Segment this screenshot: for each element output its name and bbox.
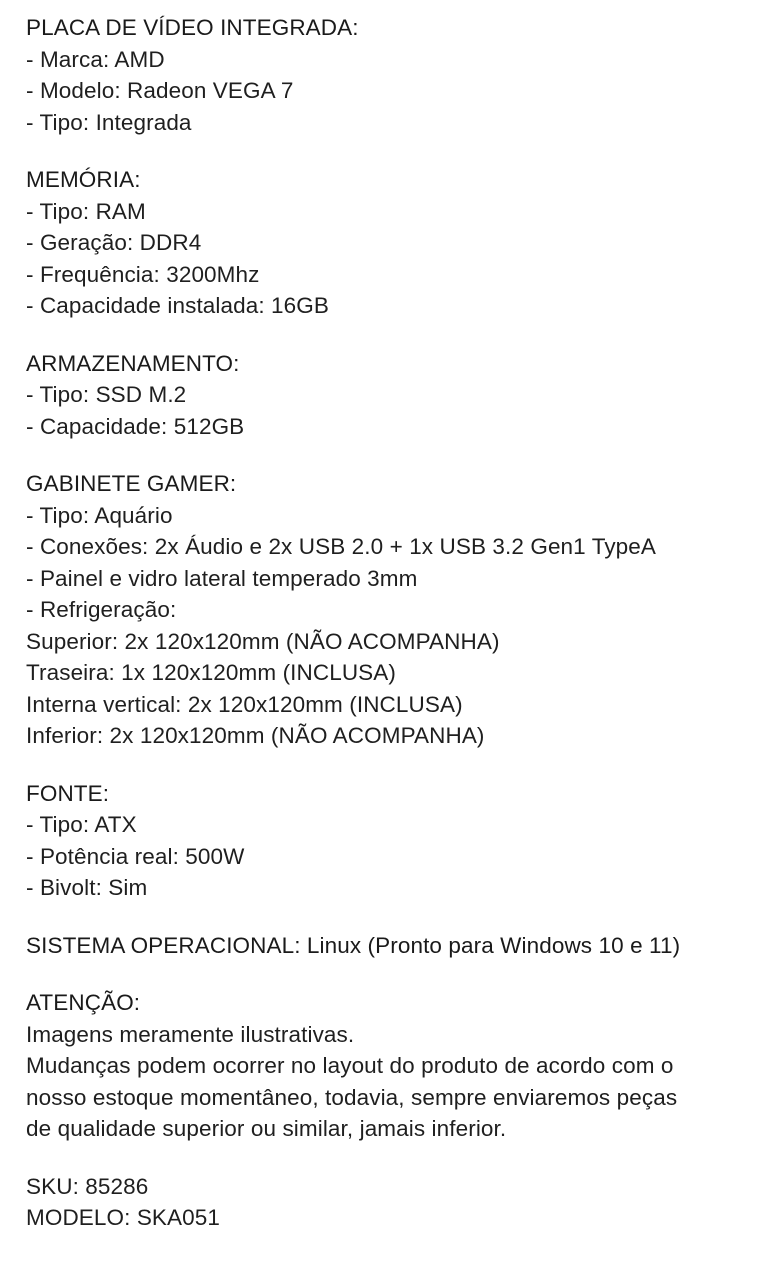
section-heading: MEMÓRIA: — [26, 167, 141, 192]
section-video-card — [26, 12, 744, 138]
spec-line: - Tipo: Integrada — [26, 109, 192, 135]
section-heading: ATENÇÃO: — [26, 990, 141, 1015]
spec-line: Inferior: 2x 120x120mm (NÃO ACOMPANHA) — [26, 723, 485, 748]
notice-line: Mudanças podem ocorrer no layout do produto de acordo com o — [26, 1053, 674, 1078]
spec-line: - Potência real: 500W — [26, 843, 245, 869]
spec-line: - Conexões: 2x Áudio e 2x USB 2.0 + 1x USB 3.2 Gen1 TypeA — [26, 534, 657, 559]
section-power-supply — [26, 778, 744, 904]
spec-line: - Geração: DDR4 — [26, 230, 202, 255]
section-heading: PLACA DE VÍDEO INTEGRADA: — [26, 15, 359, 40]
section-codes — [26, 1171, 744, 1234]
section-heading: SISTEMA OPERACIONAL: Linux (Pronto para Windows 10 e 11) — [26, 932, 681, 958]
spec-line: - Modelo: Radeon VEGA 7 — [26, 78, 294, 103]
spec-line: - Tipo: Aquário — [26, 502, 173, 528]
spec-line: - Painel e vidro lateral temperado 3mm — [26, 565, 418, 591]
section-storage — [26, 348, 744, 443]
section-heading: ARMAZENAMENTO: — [26, 350, 240, 376]
spec-line: Traseira: 1x 120x120mm (INCLUSA) — [26, 660, 396, 685]
spec-line: - Capacidade: 512GB — [26, 413, 245, 439]
spec-line: - Tipo: ATX — [26, 812, 137, 837]
spec-line: - Frequência: 3200Mhz — [26, 261, 260, 287]
spec-line: - Capacidade instalada: 16GB — [26, 293, 329, 318]
section-heading: GABINETE GAMER: — [26, 471, 237, 496]
spec-line: - Bivolt: Sim — [26, 875, 148, 900]
spec-line: Interna vertical: 2x 120x120mm (INCLUSA) — [26, 691, 463, 717]
section-case — [26, 468, 744, 752]
notice-line: Imagens meramente ilustrativas. — [26, 1021, 355, 1047]
spec-line: - Tipo: SSD M.2 — [26, 382, 187, 407]
section-operating-system — [26, 930, 744, 962]
model-line: MODELO: SKA051 — [26, 1205, 220, 1230]
notice-line: de qualidade superior ou similar, jamais inferior. — [26, 1116, 507, 1141]
sku-line: SKU: 85286 — [26, 1173, 149, 1199]
spec-line: - Tipo: RAM — [26, 198, 146, 224]
section-attention — [26, 987, 744, 1145]
spec-line: - Refrigeração: — [26, 597, 177, 622]
spec-line: Superior: 2x 120x120mm (NÃO ACOMPANHA) — [26, 628, 500, 654]
spec-line: - Marca: AMD — [26, 46, 165, 72]
section-heading: FONTE: — [26, 780, 110, 806]
notice-line: nosso estoque momentâneo, todavia, sempre enviaremos peças — [26, 1084, 678, 1110]
section-memory — [26, 164, 744, 322]
